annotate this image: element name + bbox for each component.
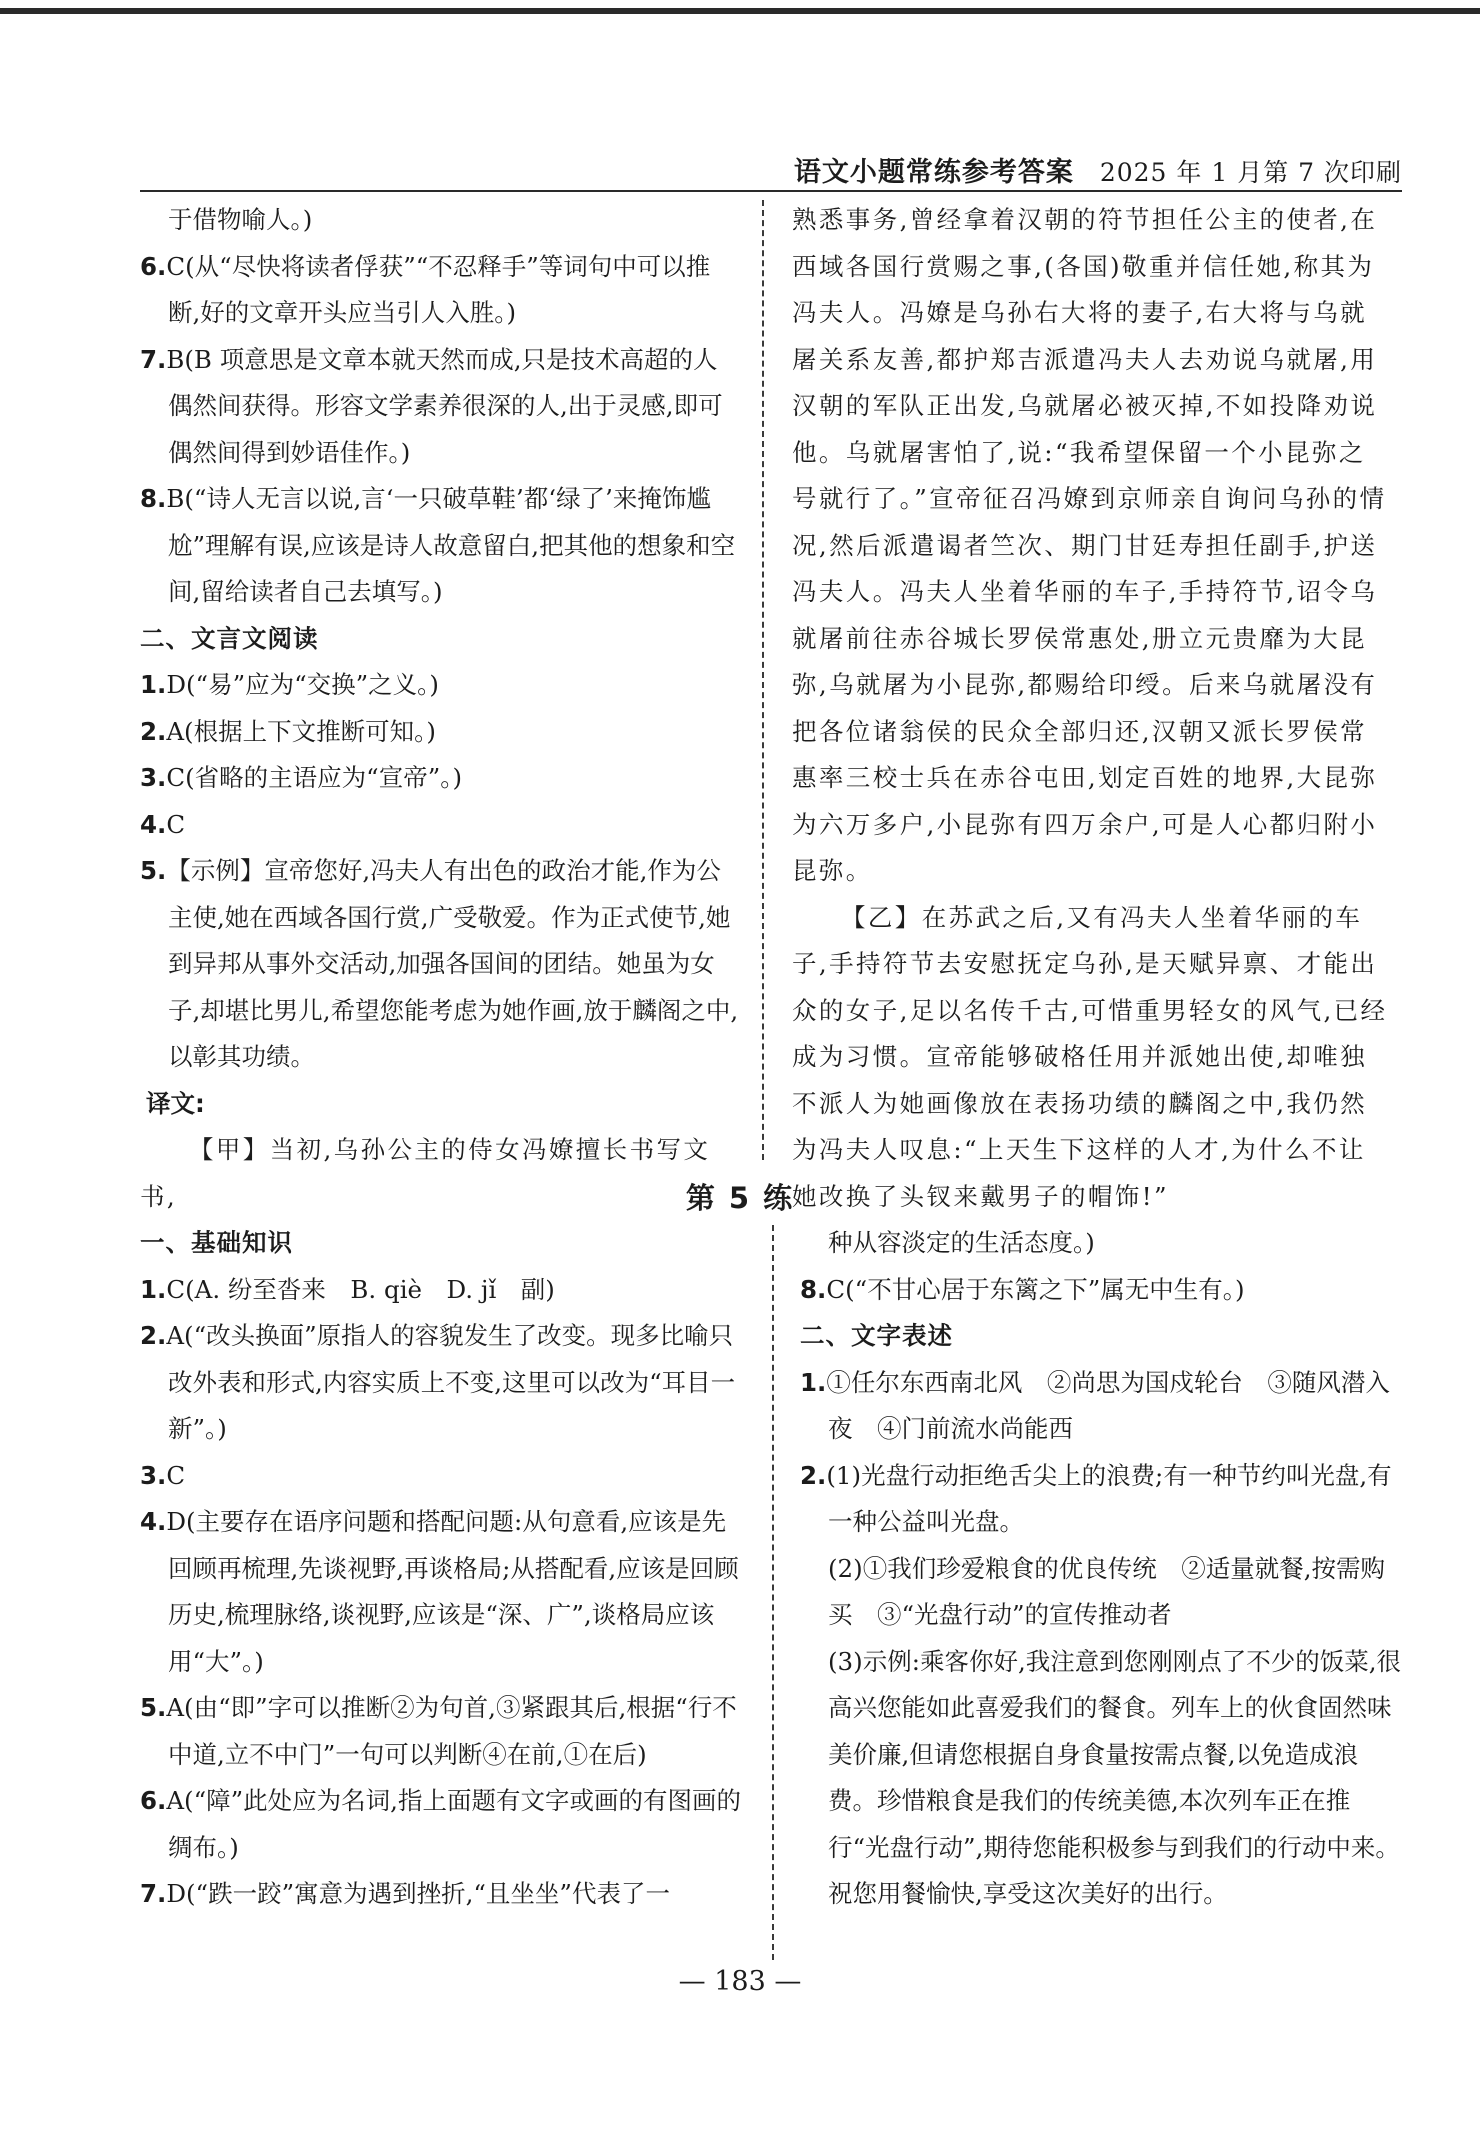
answer-number: 4.	[140, 809, 167, 839]
answer-number: 2.	[800, 1460, 827, 1490]
translation-paragraph: 熟悉事务,曾经拿着汉朝的符节担任公主的使者,在西域各国行赏赐之事,(各国)敬重并信任她,称其为冯夫人。冯嫽是乌孙右大将的妻子,右大将与乌就屠关系友善,都护郑吉派遣冯夫人去劝说乌就屠,用汉朝的军队正出发,乌就屠必被灭掉,不如投降劝说他。乌就屠害怕了,说:“我希望保留一个小昆弥之号就行了。”宣帝征召冯嫽到京师亲自询问乌孙的情况,然后派遣谒者竺次、期门甘廷寿担任副手,护送冯夫人。冯夫人坐着华丽的车子,手持符节,诏令乌就屠前往赤谷城长罗侯常惠处,册立元贵靡为大昆弥,乌就屠为小昆弥,都赐给印绶。后来乌就屠没有把各位诸翁侯的民众全部归还,汉朝又派长罗侯常惠率三校士兵在赤谷屯田,划定百姓的地界,大昆弥为六万多户,小昆弥有四万余户,可是人心都归附小昆弥。	[792, 205, 1387, 885]
answer-number: 1.	[800, 1367, 827, 1397]
answer-number: 2.	[140, 1321, 167, 1350]
answer-item	[140, 1453, 744, 1500]
answer-text: A(由“即”字可以推断②为句首,③紧跟其后,根据“行不中道,立不中门”一句可以判断④在前,①在后)	[166, 1693, 737, 1769]
lesson-title: 第 5 练	[685, 1181, 795, 1215]
answer-text: C(省略的主语应为“宣帝”。)	[166, 763, 463, 792]
lower-right-column	[800, 1220, 1404, 1918]
section-heading: 二、文言文阅读	[140, 623, 319, 653]
answer-number: 7.	[140, 1879, 167, 1908]
answer-number: 3.	[140, 1460, 167, 1490]
answer-text: D(“跌一跤”寓意为遇到挫折,“且坐坐”代表了一	[166, 1879, 670, 1908]
answer-item	[140, 244, 740, 337]
upper-column-divider	[762, 200, 764, 1160]
translation-paragraph: 【甲】当初,乌孙公主的侍女冯嫽擅长书写文书,	[140, 1135, 711, 1211]
answer-item	[800, 1453, 1404, 1546]
answer-item	[140, 802, 740, 849]
continued-text: (2)①我们珍爱粮食的优良传统 ②适量就餐,按需购买 ③“光盘行动”的宣传推动者	[828, 1553, 1385, 1629]
section-heading: 一、基础知识	[140, 1228, 293, 1257]
header-title: 语文小题常练参考答案	[793, 157, 1074, 188]
answer-text: C(“不甘心居于东篱之下”属无中生有。)	[826, 1274, 1245, 1304]
answer-item	[140, 709, 740, 756]
answer-number: 4.	[140, 1507, 167, 1536]
answer-text: A(“改头换面”原指人的容貌发生了改变。现多比喻只改外表和形式,内容实质上不变,这里可以改为“耳目一新”。)	[166, 1321, 736, 1443]
answer-number: 1.	[140, 670, 167, 699]
continued-text: 种从容淡定的生活态度。)	[828, 1228, 1095, 1257]
answer-text: C	[166, 1460, 186, 1490]
answer-text: B(“诗人无言以说,言‘一只破草鞋’都‘绿了’来掩饰尴尬”理解有误,应该是诗人故意留白,把其他的想象和空间,留给读者自己去填写。)	[166, 484, 736, 606]
answer-number: 1.	[140, 1274, 167, 1304]
answer-text: D(主要存在语序问题和搭配问题:从句意看,应该是先回顾再梳理,先谈视野,再谈格局;从搭配看,应该是回顾历史,梳理脉络,谈视野,应该是“深、广”,谈格局应该用“大”。)	[166, 1507, 739, 1676]
answer-item	[140, 1499, 744, 1685]
answer-item	[140, 1871, 744, 1918]
answer-number: 6.	[140, 251, 167, 281]
answer-number: 5.	[140, 856, 167, 885]
answer-text: B(B 项意思是文章本就天然而成,只是技术高超的人偶然间获得。形容文学素养很深的人,出于灵感,即可偶然间得到妙语佳作。)	[166, 344, 723, 467]
answer-item	[140, 1685, 744, 1778]
answer-item	[140, 476, 740, 616]
answer-number: 8.	[800, 1274, 827, 1304]
answer-item	[140, 755, 740, 802]
page-number: — 183 —	[678, 1966, 802, 1997]
answer-number: 5.	[140, 1693, 167, 1722]
answer-number: 3.	[140, 763, 167, 792]
top-rule	[0, 8, 1480, 14]
translation-label: 译文:	[146, 1088, 205, 1118]
section-heading: 二、文字表述	[800, 1321, 953, 1350]
translation-paragraph: 【乙】在苏武之后,又有冯夫人坐着华丽的车子,手持符节去安慰抚定乌孙,是天赋异禀、才能出众的女子,足以名传千古,可惜重男轻女的风气,已经成为习惯。宣帝能够破格任用并派她出使,却唯独不派人为她画像放在表扬功绩的麟阁之中,我仍然为冯夫人叹息:“上天生下这样的人才,为什么不让她改换了头钗来戴男子的帽饰!”	[792, 902, 1388, 1211]
answer-text: C	[166, 809, 186, 839]
answer-text: 【示例】宣帝您好,冯夫人有出色的政治才能,作为公主使,她在西域各国行赏,广受敬爱。作为正式使节,她到异邦从事外交活动,加强各国间的团结。她虽为女子,却堪比男儿,希望您能考虑为她作画,放于麟阁之中,以彰其功绩。	[166, 856, 739, 1071]
answer-text: A(“障”此处应为名词,指上面题有文字或画的有图画的绸布。)	[166, 1786, 741, 1862]
answer-number: 8.	[140, 484, 167, 513]
continued-text: (3)示例:乘客你好,我注意到您刚刚点了不少的饭菜,很高兴您能如此喜爱我们的餐食。列车上的伙食固然味美价廉,但请您根据自身食量按需点餐,以免造成浪费。珍惜粮食是我们的传统美德,本次列车正在推行“光盘行动”,期待您能积极参与到我们的行动中来。祝您用餐愉快,享受这次美好的出行。	[828, 1646, 1402, 1908]
answer-item	[140, 1313, 744, 1453]
answer-item	[140, 848, 740, 1081]
answer-text: (1)光盘行动拒绝舌尖上的浪费;有一种节约叫光盘,有一种公益叫光盘。	[826, 1460, 1392, 1536]
lower-column-divider	[772, 1225, 774, 1960]
header-rule	[140, 190, 1402, 192]
answer-text: A(根据上下文推断可知。)	[166, 716, 436, 746]
lower-left-column	[140, 1220, 744, 1918]
answer-text: D(“易”应为“交换”之义。)	[166, 670, 439, 699]
upper-right-column	[792, 197, 1392, 1220]
answer-item	[140, 1267, 744, 1314]
page-header	[150, 150, 1402, 190]
answer-number: 7.	[140, 344, 167, 374]
answer-number: 6.	[140, 1786, 167, 1815]
continued-text: 于借物喻人。)	[168, 205, 313, 234]
answer-text: C(从“尽快将读者俘获”“不忍释手”等词句中可以推断,好的文章开头应当引人入胜。)	[166, 251, 711, 327]
answer-text: C(A. 纷至沓来 B. qiè D. jǐ 副)	[166, 1274, 555, 1304]
answer-item	[140, 337, 740, 477]
answer-number: 2.	[140, 716, 167, 746]
answer-item	[800, 1267, 1404, 1314]
answer-text: ①任尔东西南北风 ②尚思为国戍轮台 ③随风潜入夜 ④门前流水尚能西	[826, 1367, 1390, 1443]
print-info: 2025 年 1 月第 7 次印刷	[1099, 158, 1402, 187]
answer-item	[800, 1360, 1404, 1453]
answer-item	[140, 662, 740, 709]
answer-item	[140, 1778, 744, 1871]
upper-left-column	[140, 197, 740, 1220]
